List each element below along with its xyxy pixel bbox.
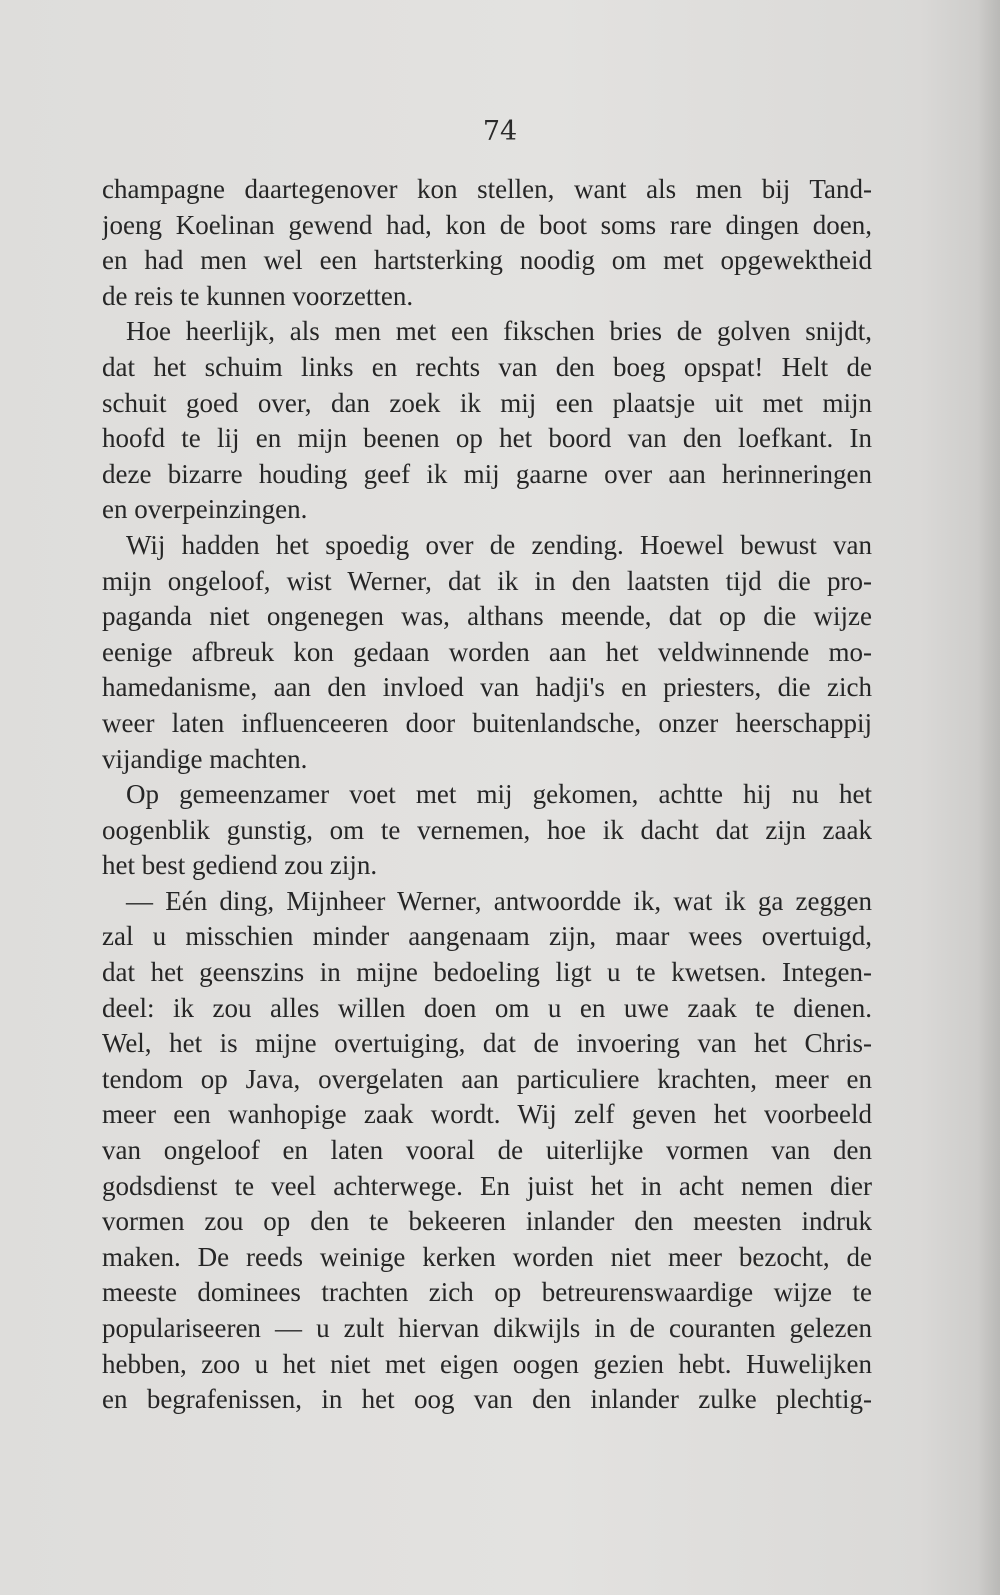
- text-line: maken. De reeds weinige kerken worden niet meer bezocht, de: [102, 1241, 872, 1272]
- text-line: deze bizarre houding geef ik mij gaarne over aan herinneringen: [102, 458, 872, 489]
- text-line: eenige afbreuk kon gedaan worden aan het veldwinnende mo-: [102, 636, 872, 667]
- text-line: en overpeinzingen.: [102, 494, 308, 525]
- page-number: 74: [482, 116, 518, 147]
- text-line: Wel, het is mijne overtuiging, dat de invoering van het Chris-: [102, 1028, 872, 1059]
- page-edge-shadow: [978, 0, 1000, 1595]
- text-line: Op gemeenzamer voet met mij gekomen, achtte hij nu het: [126, 779, 872, 810]
- text-line: godsdienst te veel achterwege. En juist het in acht nemen dier: [102, 1170, 872, 1201]
- text-line: de reis te kunnen voorzetten.: [102, 280, 414, 311]
- body-text: [102, 172, 872, 1418]
- text-line: meer een wanhopige zaak wordt. Wij zelf geven het voorbeeld: [102, 1099, 872, 1130]
- text-line: Wij hadden het spoedig over de zending. Hoewel bewust van: [126, 529, 872, 560]
- text-line: meeste dominees trachten zich op betreurenswaardige wijze te: [102, 1277, 872, 1308]
- text-line: en begrafenissen, in het oog van den inlander zulke plechtig-: [102, 1384, 872, 1415]
- text-line: populariseeren — u zult hiervan dikwijls in de couranten gelezen: [102, 1313, 872, 1343]
- text-line: hebben, zoo u het niet met eigen oogen gezien hebt. Huwelijken: [102, 1348, 872, 1379]
- text-line: vijandige machten.: [102, 743, 308, 774]
- text-line: joeng Koelinan gewend had, kon de boot soms rare dingen doen,: [102, 209, 872, 240]
- text-line: hoofd te lij en mijn beenen op het boord van den loefkant. In: [102, 423, 872, 454]
- text-line: dat het schuim links en rechts van den boeg opspat! Helt de: [102, 351, 872, 382]
- text-line: deel: ik zou alles willen doen om u en uwe zaak te dienen.: [102, 992, 872, 1023]
- text-line: zal u misschien minder aangenaam zijn, maar wees overtuigd,: [102, 921, 872, 952]
- text-line: paganda niet ongenegen was, althans meende, dat op die wijze: [102, 601, 872, 632]
- text-line: schuit goed over, dan zoek ik mij een plaatsje uit met mijn: [102, 387, 872, 418]
- text-line: tendom op Java, overgelaten aan particuliere krachten, meer en: [102, 1063, 872, 1094]
- text-line: dat het geenszins in mijne bedoeling ligt u te kwetsen. Integen-: [102, 957, 872, 988]
- text-line: mijn ongeloof, wist Werner, dat ik in den laatsten tijd die pro-: [102, 565, 872, 596]
- text-line: van ongeloof en laten vooral de uiterlijke vormen van den: [102, 1135, 872, 1166]
- text-line: het best gediend zou zijn.: [102, 850, 378, 881]
- text-line: Hoe heerlijk, als men met een fikschen bries de golven snijdt,: [126, 316, 872, 347]
- text-line: hamedanisme, aan den invloed van hadji's en priesters, die zich: [102, 672, 872, 703]
- text-line: champagne daartegenover kon stellen, want als men bij Tand-: [102, 174, 872, 204]
- text-line: weer laten influenceeren door buitenlandsche, onzer heerschappij: [102, 707, 872, 738]
- text-line: oogenblik gunstig, om te vernemen, hoe ik dacht dat zijn zaak: [102, 814, 872, 845]
- text-line: en had men wel een hartsterking noodig om met opgewektheid: [102, 245, 872, 276]
- text-line: — Eén ding, Mijnheer Werner, antwoordde ik, wat ik ga zeggen: [126, 885, 872, 916]
- text-line: vormen zou op den te bekeeren inlander den meesten indruk: [102, 1206, 872, 1237]
